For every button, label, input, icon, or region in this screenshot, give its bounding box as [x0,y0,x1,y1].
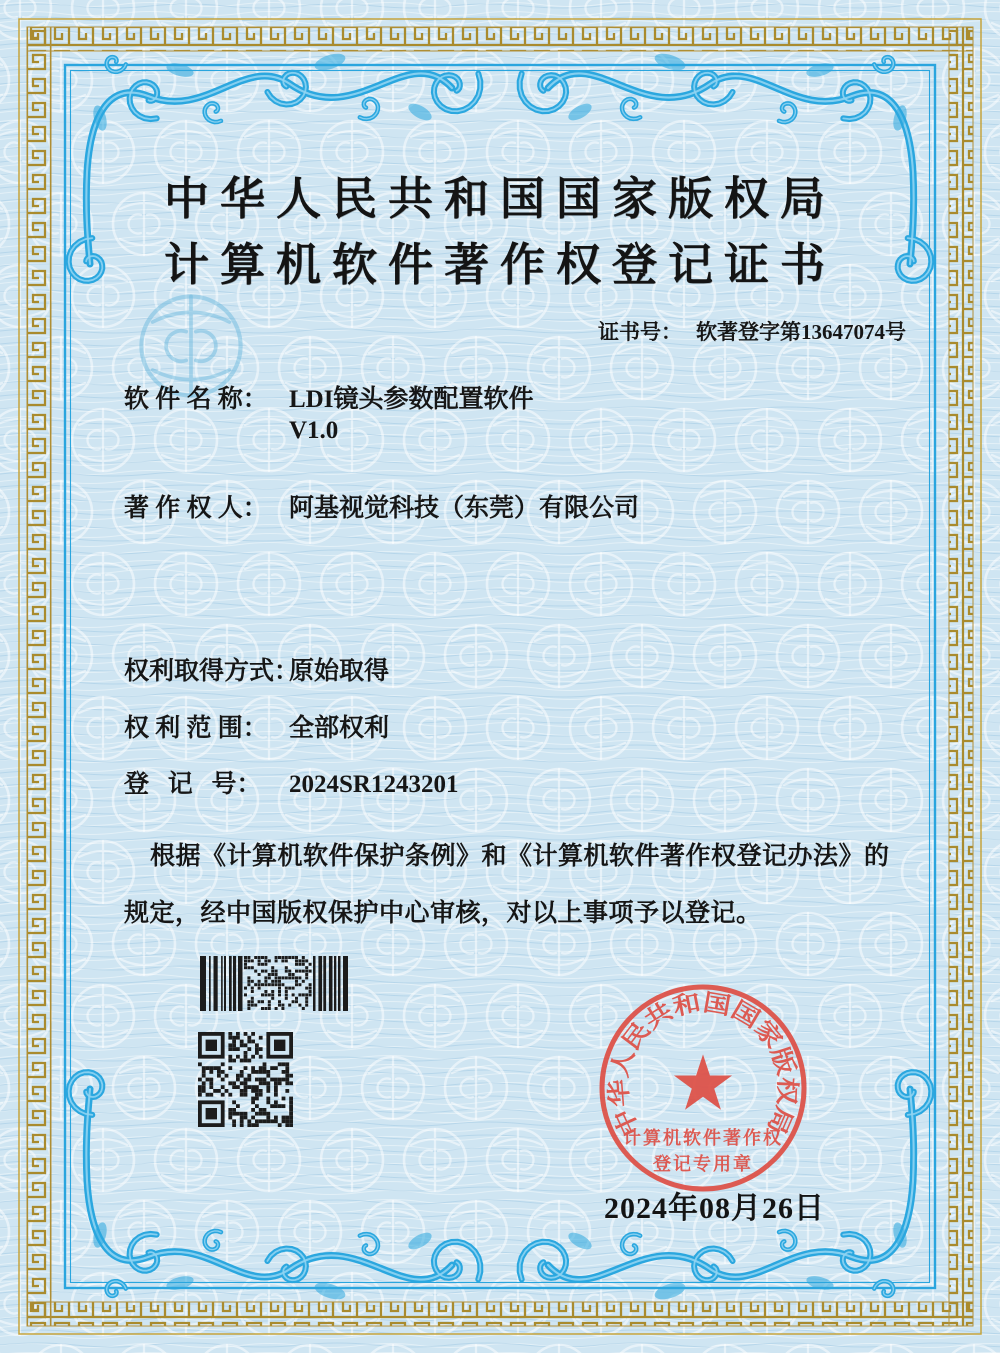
software-version: V1.0 [289,417,339,444]
issue-date: 2024年08月26日 [604,1192,825,1225]
certificate-number-row [598,316,906,346]
greek-key-border-bottom [27,1302,973,1326]
field-value-rights-scope: 全部权利 [289,715,390,742]
field-value-software-name: LDI镜头参数配置软件 [289,386,534,413]
body-paragraph-line1: 根据《计算机软件保护条例》和《计算机软件著作权登记办法》的 [150,843,890,870]
certificate-title: 计算机软件著作权登记证书 [163,240,836,290]
field-row-acquisition-method [124,651,389,687]
field-row-software-name [124,379,533,415]
seal-text-line2: 登记专用章 [653,1154,753,1174]
seal-text-line1: 计算机软件著作权 [623,1128,783,1148]
field-label-copyright-owner: 著 作 权 人： [124,495,268,522]
field-row-copyright-owner [124,488,639,524]
seal-ring-text: 中华人民共和国国家版权局 [606,990,800,1141]
barcode-image [200,956,348,1011]
field-label-software-name: 软 件 名 称： [124,386,268,413]
field-row-rights-scope [124,708,389,744]
body-paragraph-line2: 规定，经中国版权保护中心审核，对以上事项予以登记。 [124,900,762,927]
authority-title: 中华人民共和国国家版权局 [163,174,836,224]
field-label-acquisition-method: 权利取得方式： [124,658,300,685]
field-value-acquisition-method: 原始取得 [289,658,390,685]
greek-key-border-top [27,27,973,51]
certificate-number-value: 软著登字第13647074号 [696,320,906,344]
field-value-registration-number: 2024SR1243201 [289,771,459,798]
official-seal [590,975,816,1201]
seal-star [674,1054,732,1109]
certificate-number-label: 证书号： [598,320,682,344]
field-value-copyright-owner: 阿基视觉科技（东莞）有限公司 [289,495,640,522]
field-row-registration-number [124,764,458,800]
qr-code-image [198,1032,293,1127]
field-label-registration-number: 登 记 号： [124,771,262,798]
field-label-rights-scope: 权 利 范 围： [124,715,268,742]
